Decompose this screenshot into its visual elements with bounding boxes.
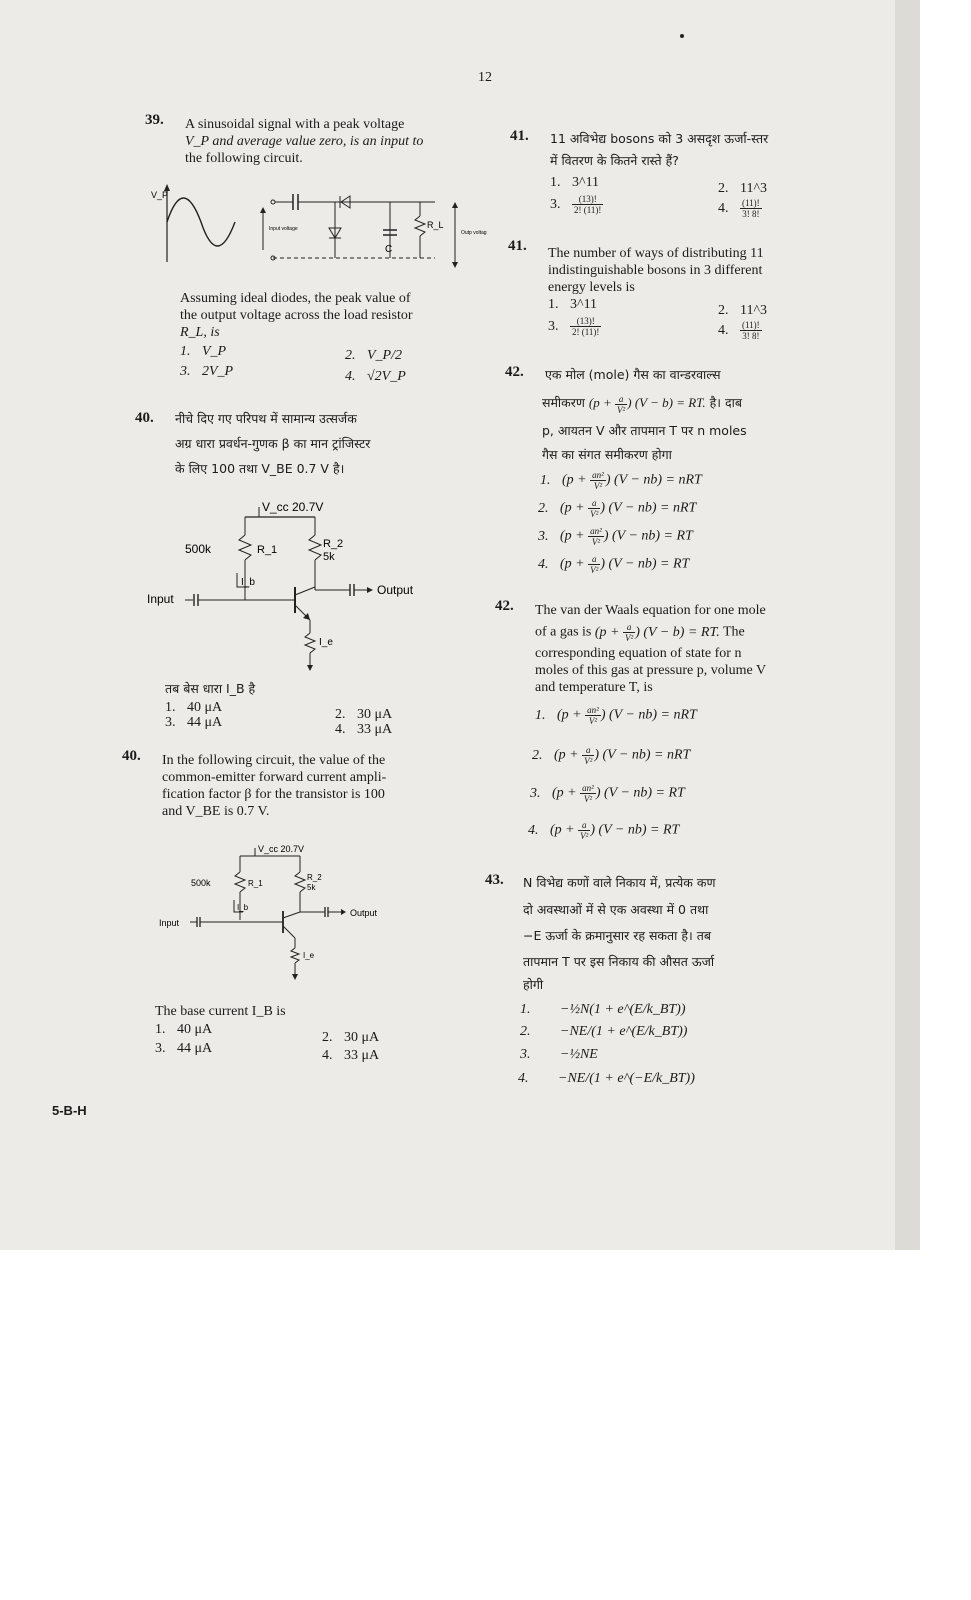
q43-option-3[interactable]: 3. −½NE bbox=[520, 1047, 598, 1062]
q40h-r1-label: R_1 bbox=[257, 544, 278, 556]
q40e-input-label: Input bbox=[159, 918, 180, 928]
q40h-input-label: Input bbox=[147, 592, 174, 606]
q41h-number: 41. bbox=[510, 128, 529, 144]
q39-option-4[interactable]: 4. √2V_P bbox=[345, 369, 406, 384]
ink-dot bbox=[680, 34, 684, 38]
q43-option-1[interactable]: 1. −½N(1 + e^(E/k_BT)) bbox=[520, 1002, 686, 1017]
q42e-option-1[interactable]: 1. (p + $\frac{\text{an²}}{\text{V²}}$ ) (V − nb) = nRT bbox=[535, 705, 697, 726]
q40e-vcc-label: V_cc 20.7V bbox=[258, 844, 305, 854]
q40h-number: 40. bbox=[135, 410, 154, 426]
q40e-option-3[interactable]: 3. 44 μA bbox=[155, 1041, 213, 1056]
q42h-line3: p, आयतन V और तापमान T पर n moles bbox=[542, 423, 747, 438]
q40e-option-2[interactable]: 2. 30 μA bbox=[322, 1030, 380, 1045]
q41e-line2: indistinguishable bosons in 3 different bbox=[548, 263, 763, 278]
q42e-line1: The van der Waals equation for one mole bbox=[535, 603, 766, 618]
q41e-line3: energy levels is bbox=[548, 280, 635, 295]
q40h-circuit-figure bbox=[145, 495, 445, 675]
q43-option-2[interactable]: 2. −NE/(1 + e^(E/k_BT)) bbox=[520, 1024, 688, 1039]
q40h-output-label: Output bbox=[377, 583, 414, 597]
q40h-option-3[interactable]: 3. 44 μA bbox=[165, 715, 223, 730]
q39-text-line3: the following circuit. bbox=[185, 151, 303, 166]
q40e-circuit-figure bbox=[155, 838, 415, 988]
q43-line4: तापमान T पर इस निकाय की औसत ऊर्जा bbox=[523, 954, 715, 969]
q42e-option-3[interactable]: 3. (p + $\frac{\text{an²}}{\text{V²}}$ ) (V − nb) = RT bbox=[530, 783, 685, 804]
q42e-line4: moles of this gas at pressure p, volume V bbox=[535, 663, 767, 678]
q40e-option-1[interactable]: 1. 40 μA bbox=[155, 1022, 213, 1037]
q42e-option-2[interactable]: 2. (p + $\frac{a}{\text{V²}}$ ) (V − nb) = nRT bbox=[532, 745, 691, 766]
q39-rl-label: R_L bbox=[427, 220, 444, 230]
q40e-r1-label: R_1 bbox=[248, 879, 263, 888]
q40h-option-1[interactable]: 1. 40 μA bbox=[165, 700, 223, 715]
q40e-r1-value: 500k bbox=[191, 878, 211, 888]
q42e-line2: of a gas is (p + $\frac{a}{\text{V²}}$ ) (V − b) = RT. The bbox=[535, 622, 745, 643]
q39-after-line1: Assuming ideal diodes, the peak value of bbox=[180, 291, 411, 306]
q39-c-label: C bbox=[385, 244, 393, 255]
q42h-option-2[interactable]: 2. (p + $\frac{a}{\text{V²}}$ ) (V − nb) = nRT bbox=[538, 498, 697, 519]
q43-line5: होगी bbox=[523, 977, 544, 992]
q40h-option-2[interactable]: 2. 30 μA bbox=[335, 707, 393, 722]
q42e-number: 42. bbox=[495, 598, 514, 614]
q39-number: 39. bbox=[145, 112, 164, 128]
q40e-ib-label: I_b bbox=[237, 903, 249, 912]
q40e-r2-label: R_2 bbox=[307, 873, 322, 882]
q39-after-line2: the output voltage across the load resistor bbox=[180, 308, 413, 323]
q39-text-line1: A sinusoidal signal with a peak voltage bbox=[185, 117, 405, 132]
q42h-line1: एक मोल (mole) गैस का वान्डरवाल्स bbox=[545, 367, 721, 382]
q40e-ie-label: I_e bbox=[303, 951, 315, 960]
q42e-line3: corresponding equation of state for n bbox=[535, 646, 742, 661]
q39-option-3[interactable]: 3. 2V_P bbox=[180, 364, 234, 379]
q40h-r2-label: R_2 bbox=[323, 538, 344, 550]
q39-option-2[interactable]: 2. V_P/2 bbox=[345, 348, 402, 363]
q41h-line1: 11 अविभेद्य bosons को 3 असदृश ऊर्जा-स्तर bbox=[550, 131, 769, 146]
q40h-r2-value: 5k bbox=[323, 551, 335, 563]
q42h-option-3[interactable]: 3. (p + $\frac{\text{an²}}{\text{V²}}$ ) (V − nb) = RT bbox=[538, 526, 693, 547]
q42e-option-4[interactable]: 4. (p + $\frac{a}{\text{V²}}$ ) (V − nb) = RT bbox=[528, 820, 680, 841]
q40e-option-4[interactable]: 4. 33 μA bbox=[322, 1048, 380, 1063]
q43-line3: −E ऊर्जा के क्रमानुसार रह सकता है। तब bbox=[523, 928, 711, 943]
q39-circuit-figure bbox=[145, 180, 490, 272]
q40h-line3: के लिए 100 तथा V_BE 0.7 V है। bbox=[175, 461, 345, 476]
q43-option-4[interactable]: 4. −NE/(1 + e^(−E/k_BT)) bbox=[518, 1071, 695, 1086]
q40h-r1-value: 500k bbox=[185, 542, 212, 556]
q41e-option-4[interactable]: 4. $\frac{(11)!}{3! 8!}$ bbox=[718, 320, 760, 341]
q40h-vcc-label: V_cc 20.7V bbox=[262, 500, 324, 514]
q40e-line2: common-emitter forward current ampli- bbox=[162, 770, 387, 785]
q41e-number: 41. bbox=[508, 238, 527, 254]
q39-vp-label: V_P bbox=[151, 190, 169, 200]
q42h-number: 42. bbox=[505, 364, 524, 380]
q42h-line4: गैस का संगत समीकरण होगा bbox=[542, 447, 672, 462]
q42h-option-1[interactable]: 1. (p + $\frac{\text{an²}}{\text{V²}}$ ) (V − nb) = nRT bbox=[540, 470, 702, 491]
q40e-line1: In the following circuit, the value of the bbox=[162, 753, 386, 768]
q40h-after: तब बेस धारा I_B है bbox=[165, 681, 256, 696]
q41e-option-2[interactable]: 2. 11^3 bbox=[718, 303, 768, 318]
q40h-option-4[interactable]: 4. 33 μA bbox=[335, 722, 393, 737]
q42h-option-4[interactable]: 4. (p + $\frac{a}{\text{V²}}$ ) (V − nb) = RT bbox=[538, 554, 690, 575]
q41e-option-1[interactable]: 1. 3^11 bbox=[548, 297, 598, 312]
q39-output-label: Outp voltag bbox=[461, 230, 487, 236]
q41h-line2: में वितरण के कितने रास्ते हैं? bbox=[550, 153, 679, 168]
q39-text-line2: V_P and average value zero, is an input to bbox=[185, 134, 424, 149]
q40e-output-label: Output bbox=[350, 908, 378, 918]
q41h-option-4[interactable]: 4. $\frac{(11)!}{3! 8!}$ bbox=[718, 198, 760, 219]
page-number: 12 bbox=[478, 70, 492, 85]
q40e-r2-value: 5k bbox=[307, 883, 316, 892]
q40e-after: The base current I_B is bbox=[155, 1004, 286, 1019]
q40e-number: 40. bbox=[122, 748, 141, 764]
q40h-line2: अग्र धारा प्रवर्धन-गुणक β का मान ट्रांजिस्टर bbox=[175, 436, 371, 451]
footer-code: 5-B-H bbox=[52, 1103, 87, 1118]
q42e-line5: and temperature T, is bbox=[535, 680, 653, 695]
q39-input-label: Input voltage bbox=[269, 226, 298, 232]
q40e-line3: fication factor β for the transistor is 100 bbox=[162, 787, 385, 802]
q42h-line2: समीकरण (p + $\frac{a}{\text{V²}}$ ) (V − b) = RT. है। दाब bbox=[542, 393, 743, 415]
q40h-ie-label: I_e bbox=[319, 637, 333, 648]
q40h-line1: नीचे दिए गए परिपथ में सामान्य उत्सर्जक bbox=[175, 411, 357, 426]
q40h-ib-label: I_b bbox=[241, 577, 255, 588]
q41h-option-1[interactable]: 1. 3^11 bbox=[550, 175, 600, 190]
q43-line2: दो अवस्थाओं में से एक अवस्था में 0 तथा bbox=[523, 902, 709, 917]
q41e-option-3[interactable]: 3. $\frac{(13)!}{2! (11)!}$ bbox=[548, 316, 600, 337]
q41h-option-2[interactable]: 2. 11^3 bbox=[718, 181, 768, 196]
q39-option-1[interactable]: 1. V_P bbox=[180, 344, 227, 359]
q43-number: 43. bbox=[485, 872, 504, 888]
q41h-option-3[interactable]: 3. $\frac{(13)!}{2! (11)!}$ bbox=[550, 194, 602, 215]
q41e-line1: The number of ways of distributing 11 bbox=[548, 246, 764, 261]
q39-after-line3: R_L, is bbox=[180, 325, 220, 340]
q43-line1: N विभेद्य कणों वाले निकाय में, प्रत्येक कण bbox=[523, 875, 716, 890]
q40e-line4: and V_BE is 0.7 V. bbox=[162, 804, 270, 819]
